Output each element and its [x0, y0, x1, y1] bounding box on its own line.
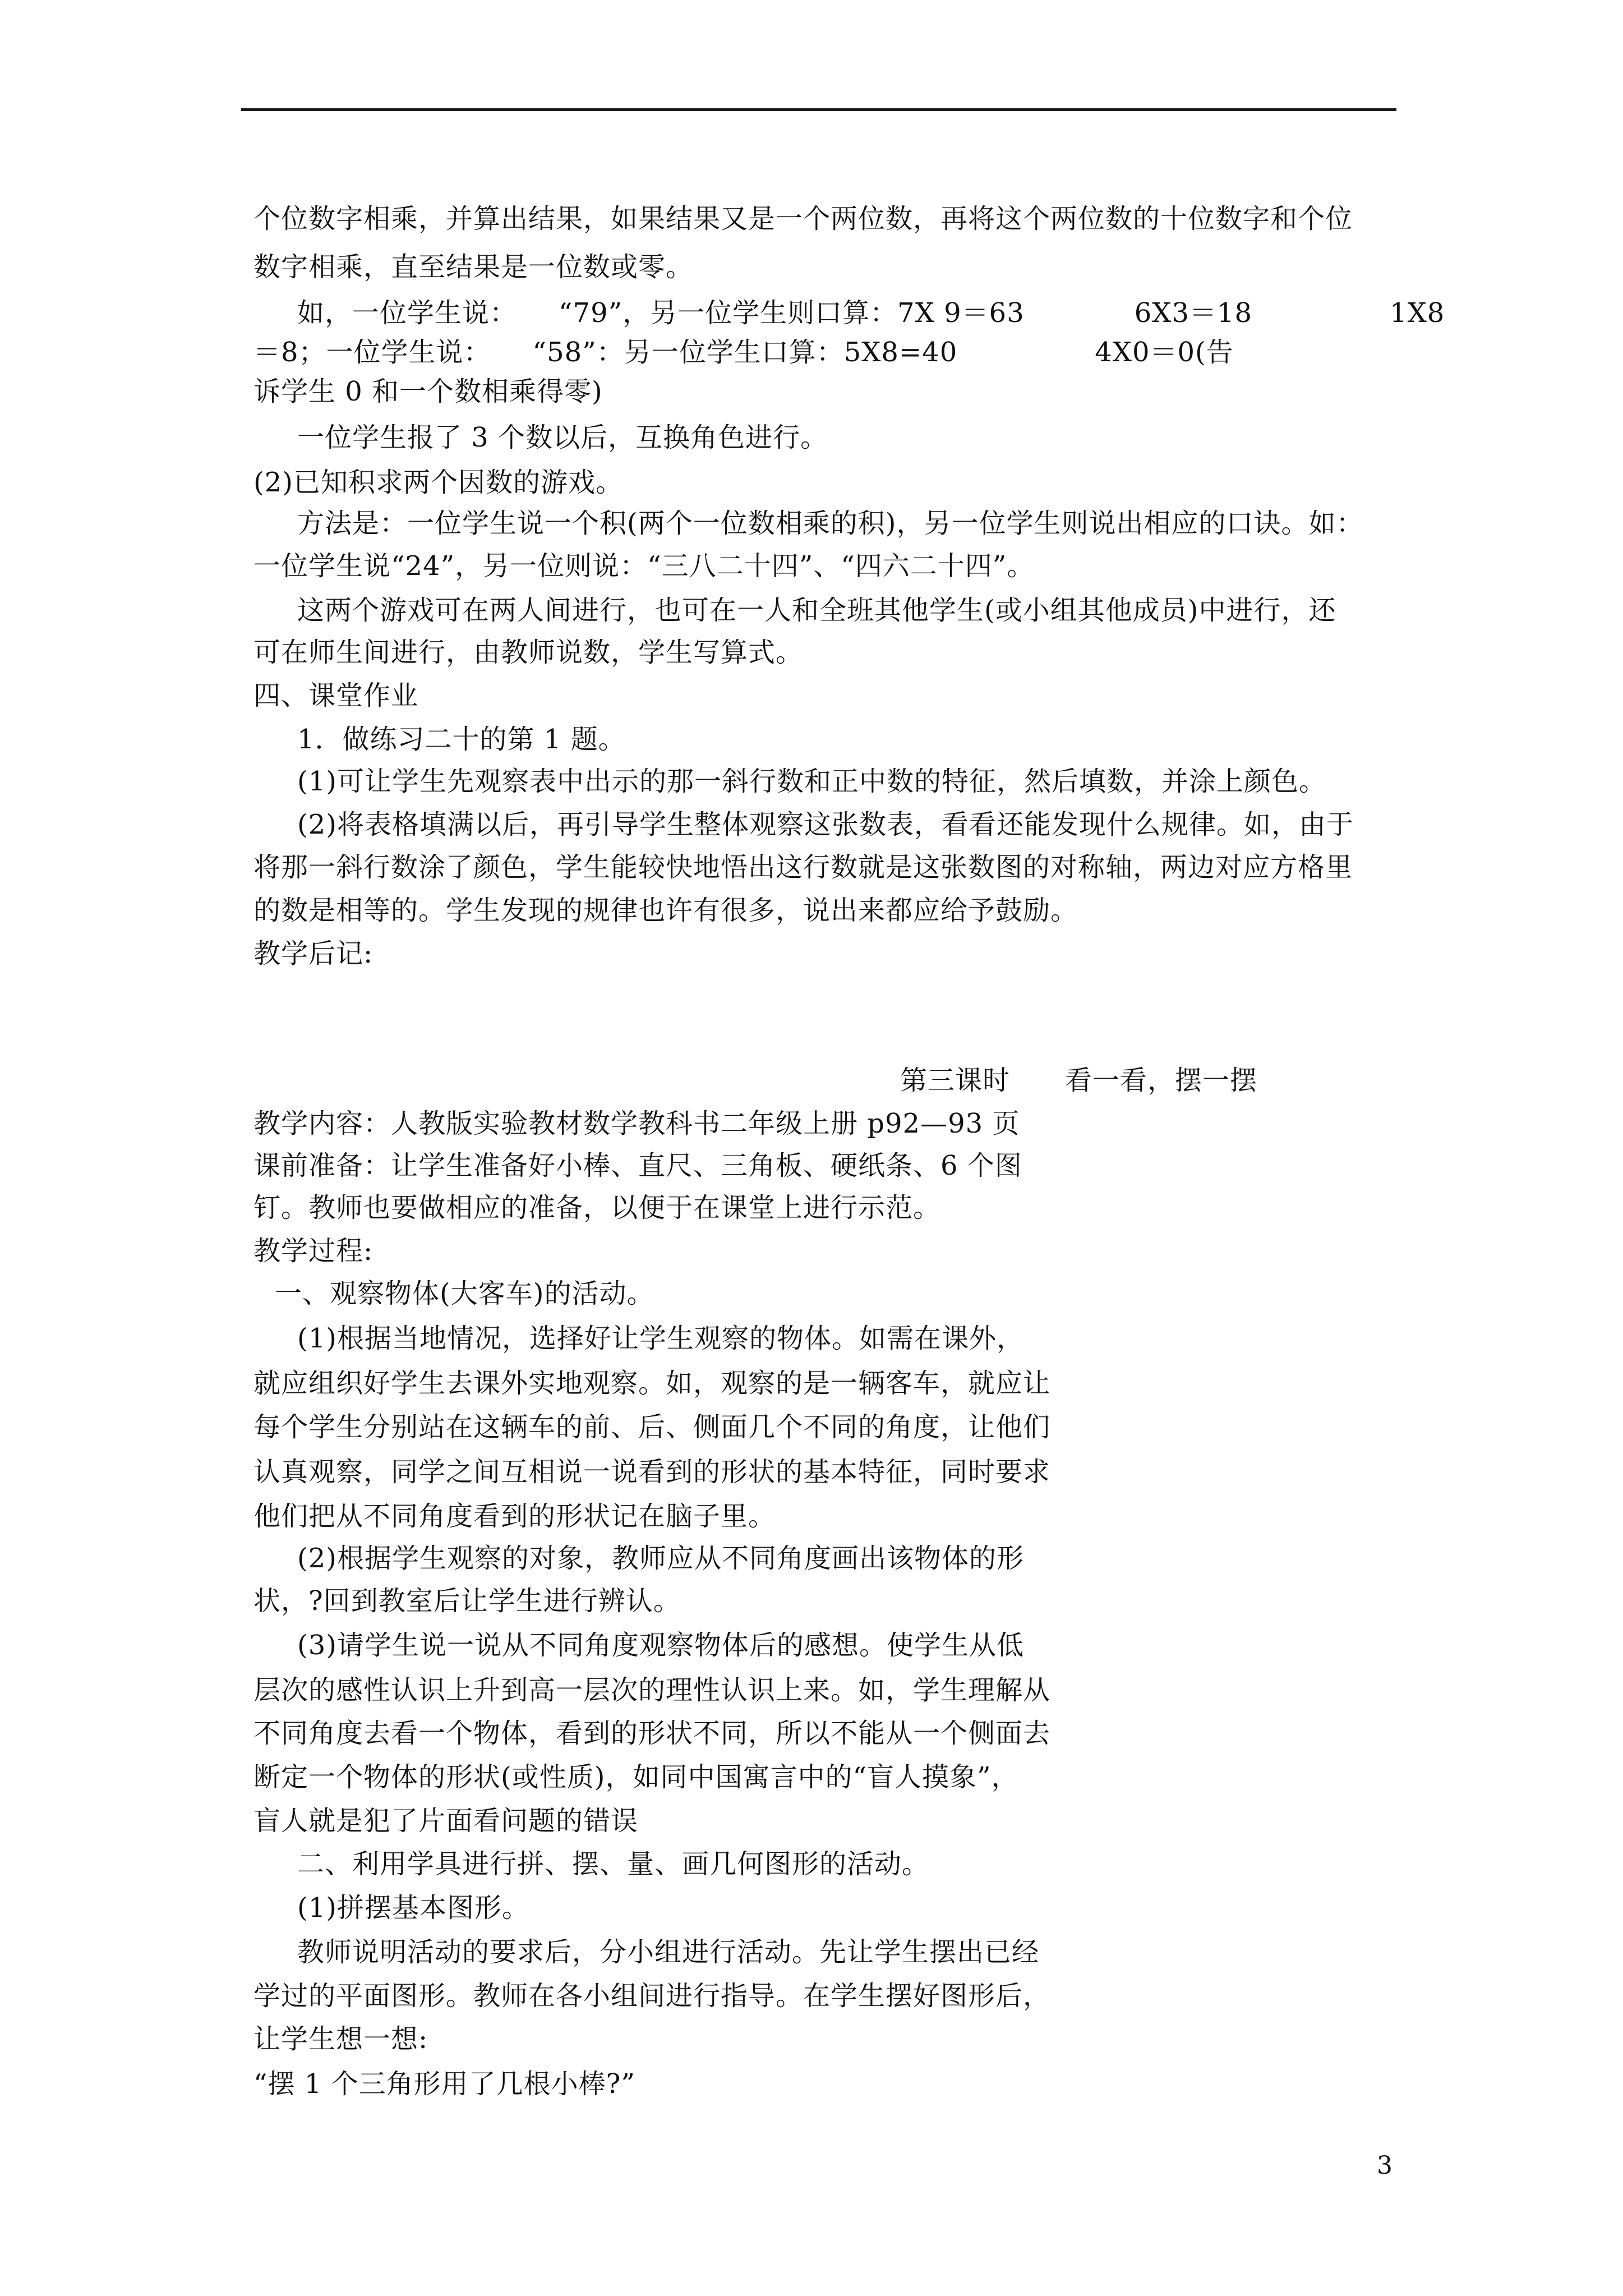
- body-line: (2)将表格填满以后，再引导学生整体观察这张数表，看看还能发现什么规律。如，由于: [297, 809, 1354, 840]
- body-line: (3)请学生说一说从不同角度观察物体后的感想。使学生从低: [297, 1630, 1024, 1661]
- body-line: 1．做练习二十的第 1 题。: [297, 724, 626, 755]
- body-line: 他们把从不同角度看到的形状记在脑子里。: [253, 1501, 776, 1532]
- body-line: 断定一个物体的形状(或性质)，如同中国寓言中的“盲人摸象”，: [253, 1761, 1019, 1793]
- body-line: 教师说明活动的要求后，分小组进行活动。先让学生摆出已经: [297, 1936, 1040, 1968]
- body-line: 课前准备：让学生准备好小棒、直尺、三角板、硬纸条、6 个图: [253, 1150, 1022, 1181]
- body-line: 一位学生报了 3 个数以后，互换角色进行。: [297, 422, 828, 453]
- body-line: 数字相乘，直至结果是一位数或零。: [253, 251, 694, 283]
- body-line: 每个学生分别站在这辆车的前、后、侧面几个不同的角度，让他们: [253, 1411, 1051, 1443]
- body-line: 状，?回到教室后让学生进行辨认。: [253, 1585, 681, 1617]
- body-line: 诉学生 0 和一个数相乘得零): [253, 376, 603, 407]
- body-line: 就应组织好学生去课外实地观察。如，观察的是一辆客车，就应让: [253, 1368, 1051, 1399]
- body-line: (1)可让学生先观察表中出示的那一斜行数和正中数的特征，然后填数，并涂上颜色。: [297, 766, 1326, 797]
- page-number: 3: [1377, 2151, 1393, 2180]
- body-line: 一位学生说“24”，另一位则说：“三八二十四”、“四六二十四”。: [253, 550, 1035, 582]
- body-line: 教学内容：人教版实验教材数学教科书二年级上册 p92—93 页: [253, 1108, 1020, 1139]
- body-line: 教学过程:: [253, 1235, 374, 1267]
- body-line: “摆 1 个三角形用了几根小棒?”: [253, 2068, 635, 2100]
- body-line: (2)根据学生观察的对象，教师应从不同角度画出该物体的形: [297, 1543, 1024, 1574]
- body-line: 方法是：一位学生说一个积(两个一位数相乘的积)，另一位学生则说出相应的口诀。如：: [297, 508, 1364, 539]
- body-line: (1)根据当地情况，选择好让学生观察的物体。如需在课外，: [297, 1323, 1024, 1354]
- body-line: (2)已知积求两个因数的游戏。: [253, 467, 623, 498]
- body-line: 让学生想一想:: [253, 2023, 428, 2055]
- body-line: 的数是相等的。学生发现的规律也许有很多，说出来都应给予鼓励。: [253, 895, 1078, 926]
- lesson-title: 第三课时 看一看，摆一摆: [900, 1065, 1258, 1096]
- body-line: (1)拼摆基本图形。: [297, 1892, 529, 1924]
- body-line: 可在师生间进行，由教师说数，学生写算式。: [253, 637, 804, 668]
- section-heading: 二、利用学具进行拼、摆、量、画几何图形的活动。: [297, 1848, 930, 1880]
- body-line: 个位数字相乘，并算出结果，如果结果又是一个两位数，再将这个两位数的十位数字和个位: [253, 203, 1353, 234]
- body-line: ＝8；一位学生说： “58”：另一位学生口算：5X8=40 4X0＝0(告: [253, 337, 1234, 368]
- body-line: 教学后记:: [253, 938, 374, 969]
- body-line: 学过的平面图形。教师在各小组间进行指导。在学生摆好图形后，: [253, 1980, 1051, 2012]
- body-line: 这两个游戏可在两人间进行，也可在一人和全班其他学生(或小组其他成员)中进行，还: [297, 595, 1336, 626]
- body-line: 如，一位学生说： “79”，另一位学生则口算：7X 9＝63 6X3＝18 1X8: [297, 297, 1445, 329]
- body-line: 认真观察，同学之间互相说一说看到的形状的基本特征，同时要求: [253, 1456, 1051, 1488]
- header-rule: [241, 108, 1396, 111]
- body-line: 盲人就是犯了片面看问题的错误: [253, 1805, 639, 1837]
- body-line: 一、观察物体(大客车)的活动。: [275, 1278, 654, 1309]
- section-heading: 四、课堂作业: [253, 680, 419, 711]
- body-line: 将那一斜行数涂了颜色，学生能较快地悟出这行数就是这张数图的对称轴，两边对应方格里: [253, 852, 1353, 883]
- body-line: 层次的感性认识上升到高一层次的理性认识上来。如，学生理解从: [253, 1674, 1051, 1706]
- body-line: 钉。教师也要做相应的准备，以便于在课堂上进行示范。: [253, 1192, 941, 1223]
- body-line: 不同角度去看一个物体，看到的形状不同，所以不能从一个侧面去: [253, 1718, 1051, 1749]
